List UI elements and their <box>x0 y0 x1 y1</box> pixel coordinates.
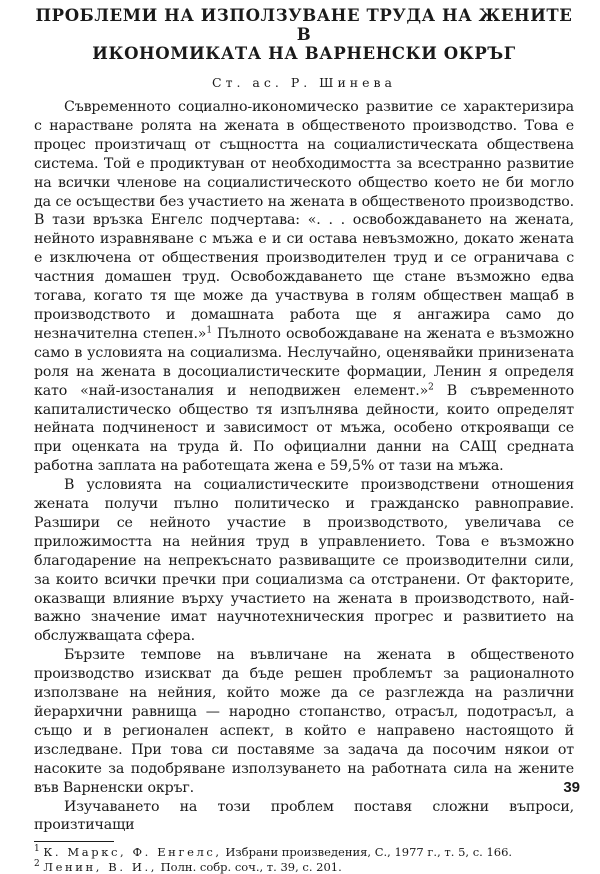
footnote-divider <box>34 841 114 842</box>
footnote-ref-1: 1 <box>206 325 212 336</box>
document-page <box>34 6 574 874</box>
article-author: Ст. ас. Р. Шинева <box>212 75 396 90</box>
footnote-2-mark: 2 <box>34 859 40 870</box>
paragraph-4: Изучаването на този проблем поставя сложни въпроси, произтичащи <box>34 798 574 834</box>
footnote-2-source: Полн. собр. соч., т. 39, с. 201. <box>157 859 342 874</box>
paragraph-2: В условията на социалистическите производствени отношения жената получи пълно политическо и гражданско равноправие. Разшири се нейното участие в производството, увеличава се приложимостта на нейния труд в управлението. Това е възможно благодарение на непрекъснато развиващите се производителни сили, за които всички пречки при социализма са отстранени. От факторите, оказващи влияние върху участието на жената в производството, най-важно значение имат научнотехническия прогрес и развитието на обслужващата сфера. <box>34 477 574 645</box>
footnote-2 <box>34 860 574 874</box>
footnote-2-author: Ленин, В. И., <box>43 859 157 874</box>
paragraph-1 <box>34 98 574 476</box>
footnote-ref-2: 2 <box>428 381 434 392</box>
article-title-line-2: ИКОНОМИКАТА НА ВАРНЕНСКИ ОКРЪГ <box>92 44 516 63</box>
footnotes <box>34 845 574 874</box>
article-title <box>34 6 574 63</box>
footnote-1 <box>34 845 574 860</box>
footnote-1-source: Избрани произведения, С., 1977 г., т. 5, с. 166. <box>221 845 513 860</box>
footnote-1-author: К. Маркс, Ф. Енгелс, <box>43 845 222 860</box>
article-title-line-1: ПРОБЛЕМИ НА ИЗПОЛЗУВАНЕ ТРУДА НА ЖЕНИТЕ В <box>35 6 573 44</box>
article-body <box>34 98 574 835</box>
paragraph-3: Бързите темпове на въвличане на жената в общественото производство изискват да бъде решен проблемът за рационалното използване на нейния, който може да се разглежда на различни йерархични равнища — народно стопанство, отрасъл, подотрасъл, а също и в регионален аспект, в който е направено настоящото й изследване. При това си поставяме за задача да посочим някои от насоките за подобряване използуването на работната сила на жените във Варненски окръг. <box>34 647 574 796</box>
footnote-1-mark: 1 <box>34 844 40 855</box>
page-number: 39 <box>563 779 580 796</box>
paragraph-1-text-b: Пълното освобождаване на жената е възможно само в условията на социализма. Неслучайно, оценявайки принизената роля на жената в досоциалистическите формации, Ленин я определя като «най-изостаналия и неподвижен елемент.» <box>34 325 574 399</box>
paragraph-1-text-c: В съвременното капиталистическо общество тя изпълнява дейности, които определят нейната подчиненост и зависимост от мъжа, особено открояващи се при оценката на труда й. По официални данни на САЩ средната работна заплата на работещата жена е 59,5% от тази на мъжа. <box>34 382 574 475</box>
paragraph-1-text-a: Съвременното социално-икономическо развитие се характеризира с нарастване ролята на жената в общественото производство. Това е процес произтичащ от същността на социалистическата обществена система. Той е продиктуван от необходимостта за всестранно развитие на всички членове на социалистическото общество което не би могло да се осъществи без участието на жената в общественото производство. В тази връзка Енгелс подчертава: «. . . освобождаването на жената, нейното изравняване с мъжа е и си остава невъзможно, докато жената е изключена от обществения производителен труд и се ограничава с частния домашен труд. Освобождаването ще стане възможно едва тогава, когато тя ще може да участвува в голям обществен мащаб в производството и домашната работа ще я ангажира само до незначителна степен.» <box>34 99 574 342</box>
